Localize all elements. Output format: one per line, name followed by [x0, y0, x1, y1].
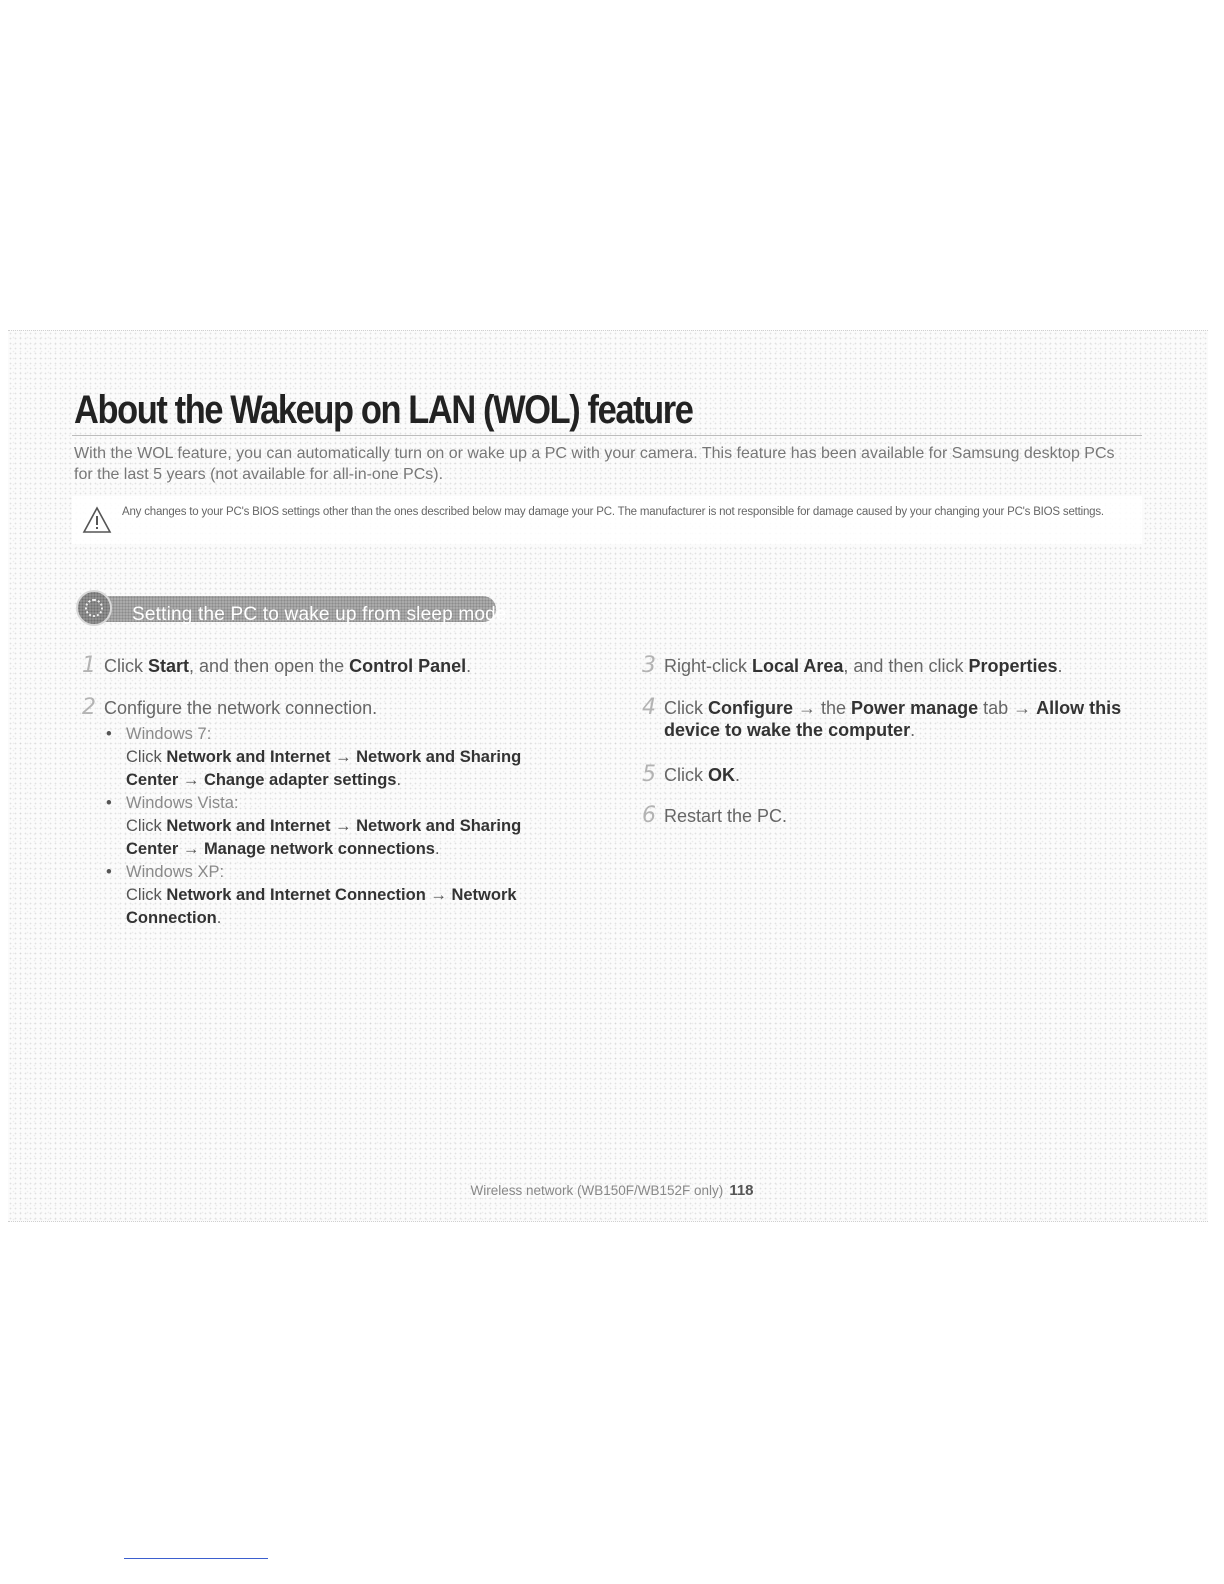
step-number: 5: [642, 762, 656, 787]
step-2: 2 Configure the network connection.: [104, 697, 377, 719]
step-number: 2: [82, 695, 96, 720]
section-title: Setting the PC to wake up from sleep mode: [132, 604, 507, 625]
intro-paragraph: With the WOL feature, you can automatically turn on or wake up a PC with your camera. This feature has been available for Samsung desktop PCs for the last 5 years (not available for all-in-one PCs).: [74, 445, 1115, 483]
step-4: 4 Click Configure → the Power manage tab → Allow this device to wake the computer.: [664, 697, 1164, 741]
step-number: 1: [82, 653, 96, 678]
footer-text: Wireless network (WB150F/WB152F only): [470, 1183, 724, 1198]
section-bar: [94, 596, 507, 625]
step-number: 6: [642, 803, 656, 828]
step-3: 3 Right-click Local Area, and then click Properties.: [664, 655, 1063, 677]
list-item-windows-vista: • Windows Vista: Click Network and Internet → Network and Sharing Center → Manage network connections.: [106, 794, 522, 858]
warning-triangle-icon: [82, 506, 112, 534]
page-title: About the Wakeup on LAN (WOL) feature: [74, 388, 693, 432]
section-header: [76, 590, 507, 628]
step-number: 4: [642, 695, 656, 720]
list-item-windows-7: • Windows 7: Click Network and Internet → Network and Sharing Center → Change adapter settings.: [106, 725, 522, 789]
warning-note: [72, 496, 1142, 544]
step-5: 5 Click OK.: [664, 764, 740, 786]
step-number: 3: [642, 653, 656, 678]
step-1: 1 Click Start, and then open the Control Panel.: [104, 655, 471, 677]
section-badge-icon: [76, 590, 112, 626]
list-item-windows-xp: • Windows XP: Click Network and Internet Connection → Network Connection.: [106, 863, 517, 927]
step-6: 6 Restart the PC.: [664, 805, 787, 827]
bottom-rule: [124, 1558, 268, 1559]
os-instructions-list: [104, 723, 521, 930]
page-footer: [0, 1182, 1224, 1199]
warning-text: Any changes to your PC's BIOS settings other than the ones described below may damage your PC. The manufacturer is not responsible for damage caused by your changing your PC's BIOS settings.: [122, 506, 1104, 518]
title-divider: [72, 435, 1142, 436]
page-number: 118: [729, 1182, 754, 1199]
